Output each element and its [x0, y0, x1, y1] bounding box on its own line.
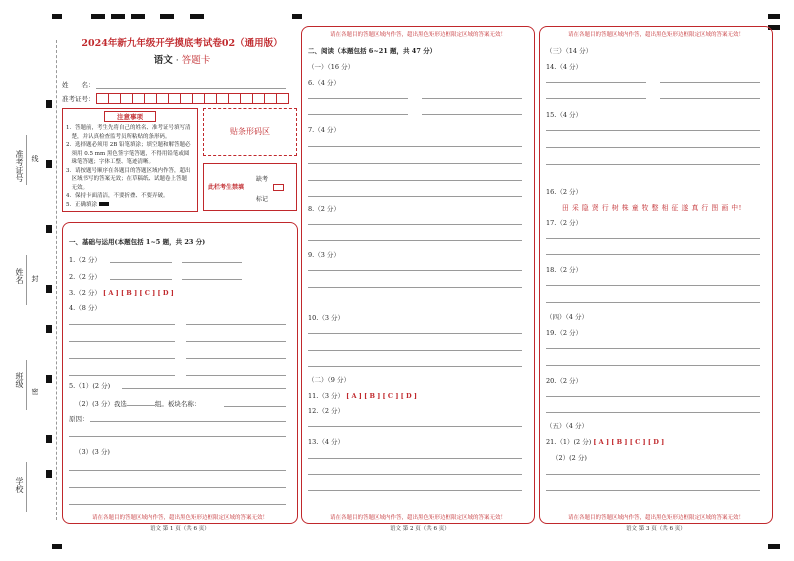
notice-item: 珠笔答题；字体工整、笔迹清晰。: [66, 159, 155, 165]
q5-2-fill[interactable]: [127, 405, 155, 406]
q5-3-answer-line[interactable]: [69, 470, 286, 471]
q14-answer-line[interactable]: [546, 82, 646, 83]
q21-choices[interactable]: [ A ] [ B ] [ C ] [ D ]: [593, 438, 665, 446]
side-label-id: 准考证号: [15, 150, 24, 182]
absent-label: 此栏考生禁填: [208, 184, 245, 191]
q4-answer-line[interactable]: [69, 341, 175, 342]
page-footer-2: 语文 第 2 页（共 6 页）: [390, 526, 450, 532]
section2-title: 二、阅读（本题包括 6~21 题，共 47 分）: [308, 47, 437, 55]
q5-1-label: 5.（1）(2 分): [69, 382, 111, 390]
q3-label-text: 3.（2 分）: [69, 289, 101, 297]
barcode-label: 贴条形码区: [230, 127, 270, 136]
registration-mark: [292, 14, 302, 19]
registration-mark: [52, 14, 62, 19]
q13-answer-line[interactable]: [308, 458, 522, 459]
page-footer-1: 语文 第 1 页（共 6 页）: [150, 526, 210, 532]
q5-2-answer-line[interactable]: [224, 406, 286, 407]
q7-answer-line[interactable]: [308, 146, 522, 147]
q5-2-text-b: 组。板块名称：: [154, 400, 201, 408]
q20-label: 20.（2 分）: [546, 377, 583, 385]
q6-answer-line[interactable]: [308, 98, 408, 99]
page-title: 2024年新九年级开学摸底考试卷02（通用版）: [81, 38, 283, 49]
q10-answer-line[interactable]: [308, 350, 522, 351]
q19-label: 19.（2 分）: [546, 329, 583, 337]
q10-answer-line[interactable]: [308, 333, 522, 334]
side-fill-line[interactable]: [26, 462, 27, 512]
q7-answer-line[interactable]: [308, 180, 522, 181]
notice-item: 须用 0.5 mm 黑色签字笔答题，不得用铅笔或圆: [66, 150, 190, 157]
sub4-label: （四）（4 分）: [546, 313, 588, 321]
notice-item: 4．保持卡面清洁，不要折叠、不要弄破。: [66, 193, 169, 199]
notice-item: 1．答题前，考生先将自己的姓名、准考证号填写清: [66, 125, 191, 131]
q12-label: 12.（2 分）: [308, 407, 345, 415]
q18-label: 18.（2 分）: [546, 266, 583, 274]
q15-answer-line[interactable]: [546, 130, 760, 131]
registration-mark: [190, 14, 204, 19]
page-footer-3: 语文 第 3 页（共 6 页）: [626, 526, 686, 532]
q5-reason-line[interactable]: [69, 436, 286, 437]
section2-panel: [301, 26, 535, 524]
registration-mark: [131, 14, 145, 19]
q5-reason-line[interactable]: [90, 421, 286, 422]
subtitle-subject: 语文: [153, 55, 173, 66]
q21-answer-line[interactable]: [546, 474, 760, 475]
sub1-label: （一）（16 分）: [308, 63, 355, 71]
notice-item-fill: 5．正确填涂: [66, 201, 97, 208]
q1-answer-line[interactable]: [110, 262, 172, 263]
q5-2-label: [75, 399, 200, 408]
section1-panel: [62, 222, 298, 524]
registration-mark: [91, 14, 105, 19]
absent-box: [203, 163, 297, 211]
q13-answer-line[interactable]: [308, 474, 522, 475]
q21-1-label-text: 21.（1）(2 分): [546, 438, 592, 446]
q14-label: 14.（4 分）: [546, 63, 583, 71]
side-label-school: 学校: [15, 477, 24, 493]
q11-label-text: 11.（3 分）: [308, 392, 345, 400]
subtitle-card: 答题卡: [181, 55, 211, 66]
notice-item: 无效。: [66, 184, 89, 191]
q5-1-answer-line[interactable]: [122, 388, 286, 389]
warning-text: 请在各题目的答题区域内作答，超出黑色矩形边框限定区域的答案无效！: [91, 515, 268, 521]
side-label-secret: 密: [31, 388, 39, 395]
q9-label: 9.（3 分）: [308, 251, 340, 259]
q4-answer-line[interactable]: [69, 375, 175, 376]
side-label-cut-line: 线: [31, 155, 39, 162]
side-mark: [46, 225, 52, 233]
id-boxes[interactable]: [96, 93, 288, 104]
q10-label: 10.（3 分）: [308, 314, 345, 322]
q17-answer-line[interactable]: [546, 238, 760, 239]
q5-3-answer-line[interactable]: [69, 504, 286, 505]
q4-answer-line[interactable]: [186, 358, 286, 359]
q5-3-answer-line[interactable]: [69, 487, 286, 488]
side-mark: [46, 285, 52, 293]
q2-answer-line[interactable]: [182, 279, 242, 280]
q12-answer-line[interactable]: [308, 426, 522, 427]
absent-mark-bottom: 标记: [256, 196, 269, 203]
q21-answer-line[interactable]: [546, 490, 760, 491]
q17-answer-line[interactable]: [546, 254, 760, 255]
registration-mark: [52, 544, 62, 549]
name-label: 姓 名：: [62, 81, 95, 89]
registration-mark: [768, 14, 780, 19]
absent-checkbox[interactable]: [273, 184, 284, 191]
q14-answer-line[interactable]: [660, 98, 760, 99]
side-label-name: 姓名: [15, 268, 24, 284]
notice-title: 注意事项: [104, 111, 156, 122]
q11-label: [308, 391, 417, 400]
registration-mark: [111, 14, 125, 19]
q4-answer-line[interactable]: [69, 358, 175, 359]
q1-answer-line[interactable]: [182, 262, 242, 263]
id-box[interactable]: [276, 93, 289, 104]
q10-answer-line[interactable]: [308, 366, 522, 367]
q4-answer-line[interactable]: [69, 324, 175, 325]
q4-label: 4.（8 分）: [69, 304, 101, 312]
side-label-class: 班级: [15, 372, 24, 388]
absent-mark-top: 缺考: [256, 176, 269, 183]
q19-answer-line[interactable]: [546, 348, 760, 349]
q19-answer-line[interactable]: [546, 365, 760, 366]
side-mark: [46, 470, 52, 478]
notice-item: [66, 201, 197, 210]
q5-2-text-a: （2）(3 分）我选: [75, 400, 127, 408]
subtitle-sep: ·: [175, 55, 179, 66]
q13-answer-line[interactable]: [308, 490, 522, 491]
registration-mark: [160, 14, 174, 19]
q4-answer-line[interactable]: [186, 375, 286, 376]
q15-label: 15.（4 分）: [546, 111, 583, 119]
q4-answer-line[interactable]: [186, 324, 286, 325]
page-subtitle: [64, 52, 300, 66]
q17-label: 17.（2 分）: [546, 219, 583, 227]
q4-answer-line[interactable]: [186, 341, 286, 342]
sub5-label: （五）（4 分）: [546, 422, 588, 430]
side-mark: [46, 435, 52, 443]
q2-label: 2.（2 分）: [69, 273, 101, 281]
q8-answer-line[interactable]: [308, 240, 522, 241]
q11-choices[interactable]: [ A ] [ B ] [ C ] [ D ]: [346, 392, 417, 400]
notice-item: 3．请按题号顺序在各题目的答题区域内作答，超出: [66, 167, 191, 174]
side-mark: [46, 160, 52, 168]
q21-1-label: [546, 437, 664, 446]
filled-sample-mark: [99, 202, 109, 206]
q1-label: 1.（2 分）: [69, 256, 101, 264]
q9-answer-line[interactable]: [308, 287, 522, 288]
notice-item: 楚，并认真检查监考员所粘贴的条形码。: [66, 133, 171, 140]
q6-label: 6.（4 分）: [308, 79, 340, 87]
q5-3-label: （3）(3 分): [75, 448, 110, 456]
q15-answer-line[interactable]: [546, 164, 760, 165]
section1-title: 一、基础与运用(本题包括 1~5 题，共 23 分): [69, 238, 206, 246]
q14-answer-line[interactable]: [546, 98, 646, 99]
q14-answer-line[interactable]: [660, 82, 760, 83]
q16-characters[interactable]: 田 采 隐 贤 行 树 株 童 牧 整 相 征 遂 真 行 图 画 中!: [562, 204, 742, 212]
side-mark: [46, 100, 52, 108]
q7-answer-line[interactable]: [308, 163, 522, 164]
q5-reason-label: 原因：: [69, 415, 89, 423]
q18-answer-line[interactable]: [546, 285, 760, 286]
side-fill-line[interactable]: [26, 135, 27, 185]
barcode-area: [203, 108, 297, 156]
q7-answer-line[interactable]: [308, 196, 522, 197]
q3-label: [69, 288, 174, 297]
q6-answer-line[interactable]: [308, 114, 408, 115]
side-mark: [46, 375, 52, 383]
warning-text: 请在各题目的答题区域内作答，超出黑色矩形边框限定区域的答案无效！: [329, 32, 506, 38]
side-fill-line[interactable]: [26, 360, 27, 410]
registration-mark: [768, 544, 780, 549]
notice-box: [62, 108, 198, 212]
q21-2-label: （2）(2 分): [552, 454, 587, 462]
warning-text: 请在各题目的答题区域内作答，超出黑色矩形边框限定区域的答案无效！: [567, 515, 744, 521]
q7-label: 7.（4 分）: [308, 126, 340, 134]
q13-label: 13.（4 分）: [308, 438, 345, 446]
side-label-seal: 封: [31, 275, 39, 282]
id-label: 准考证号：: [62, 95, 95, 103]
q20-answer-line[interactable]: [546, 412, 760, 413]
side-mark: [46, 325, 52, 333]
name-field[interactable]: [96, 88, 286, 89]
sub2-label: （二）（9 分）: [308, 376, 350, 384]
warning-text: 请在各题目的答题区域内作答，超出黑色矩形边框限定区域的答案无效！: [567, 32, 744, 38]
side-fill-line[interactable]: [26, 255, 27, 305]
sub3-label: （三）（14 分）: [546, 47, 593, 55]
q8-label: 8.（2 分）: [308, 205, 340, 213]
binding-line: [56, 40, 57, 520]
section3-panel: [539, 26, 773, 524]
notice-item: 区域书写的答案无效；在草稿纸、试题卷上答题: [66, 176, 188, 182]
q16-label: 16.（2 分）: [546, 188, 583, 196]
q6-answer-line[interactable]: [422, 114, 522, 115]
q9-answer-line[interactable]: [308, 270, 522, 271]
q15-answer-line[interactable]: [546, 147, 760, 148]
q6-answer-line[interactable]: [422, 98, 522, 99]
q3-choices[interactable]: [ A ] [ B ] [ C ] [ D ]: [102, 289, 174, 297]
q2-answer-line[interactable]: [110, 279, 172, 280]
notice-item: 2．选择题必须用 2B 铅笔填涂；填空题和解答题必: [66, 142, 191, 148]
warning-text: 请在各题目的答题区域内作答，超出黑色矩形边框限定区域的答案无效！: [329, 515, 506, 521]
q20-answer-line[interactable]: [546, 396, 760, 397]
q18-answer-line[interactable]: [546, 302, 760, 303]
q8-answer-line[interactable]: [308, 224, 522, 225]
